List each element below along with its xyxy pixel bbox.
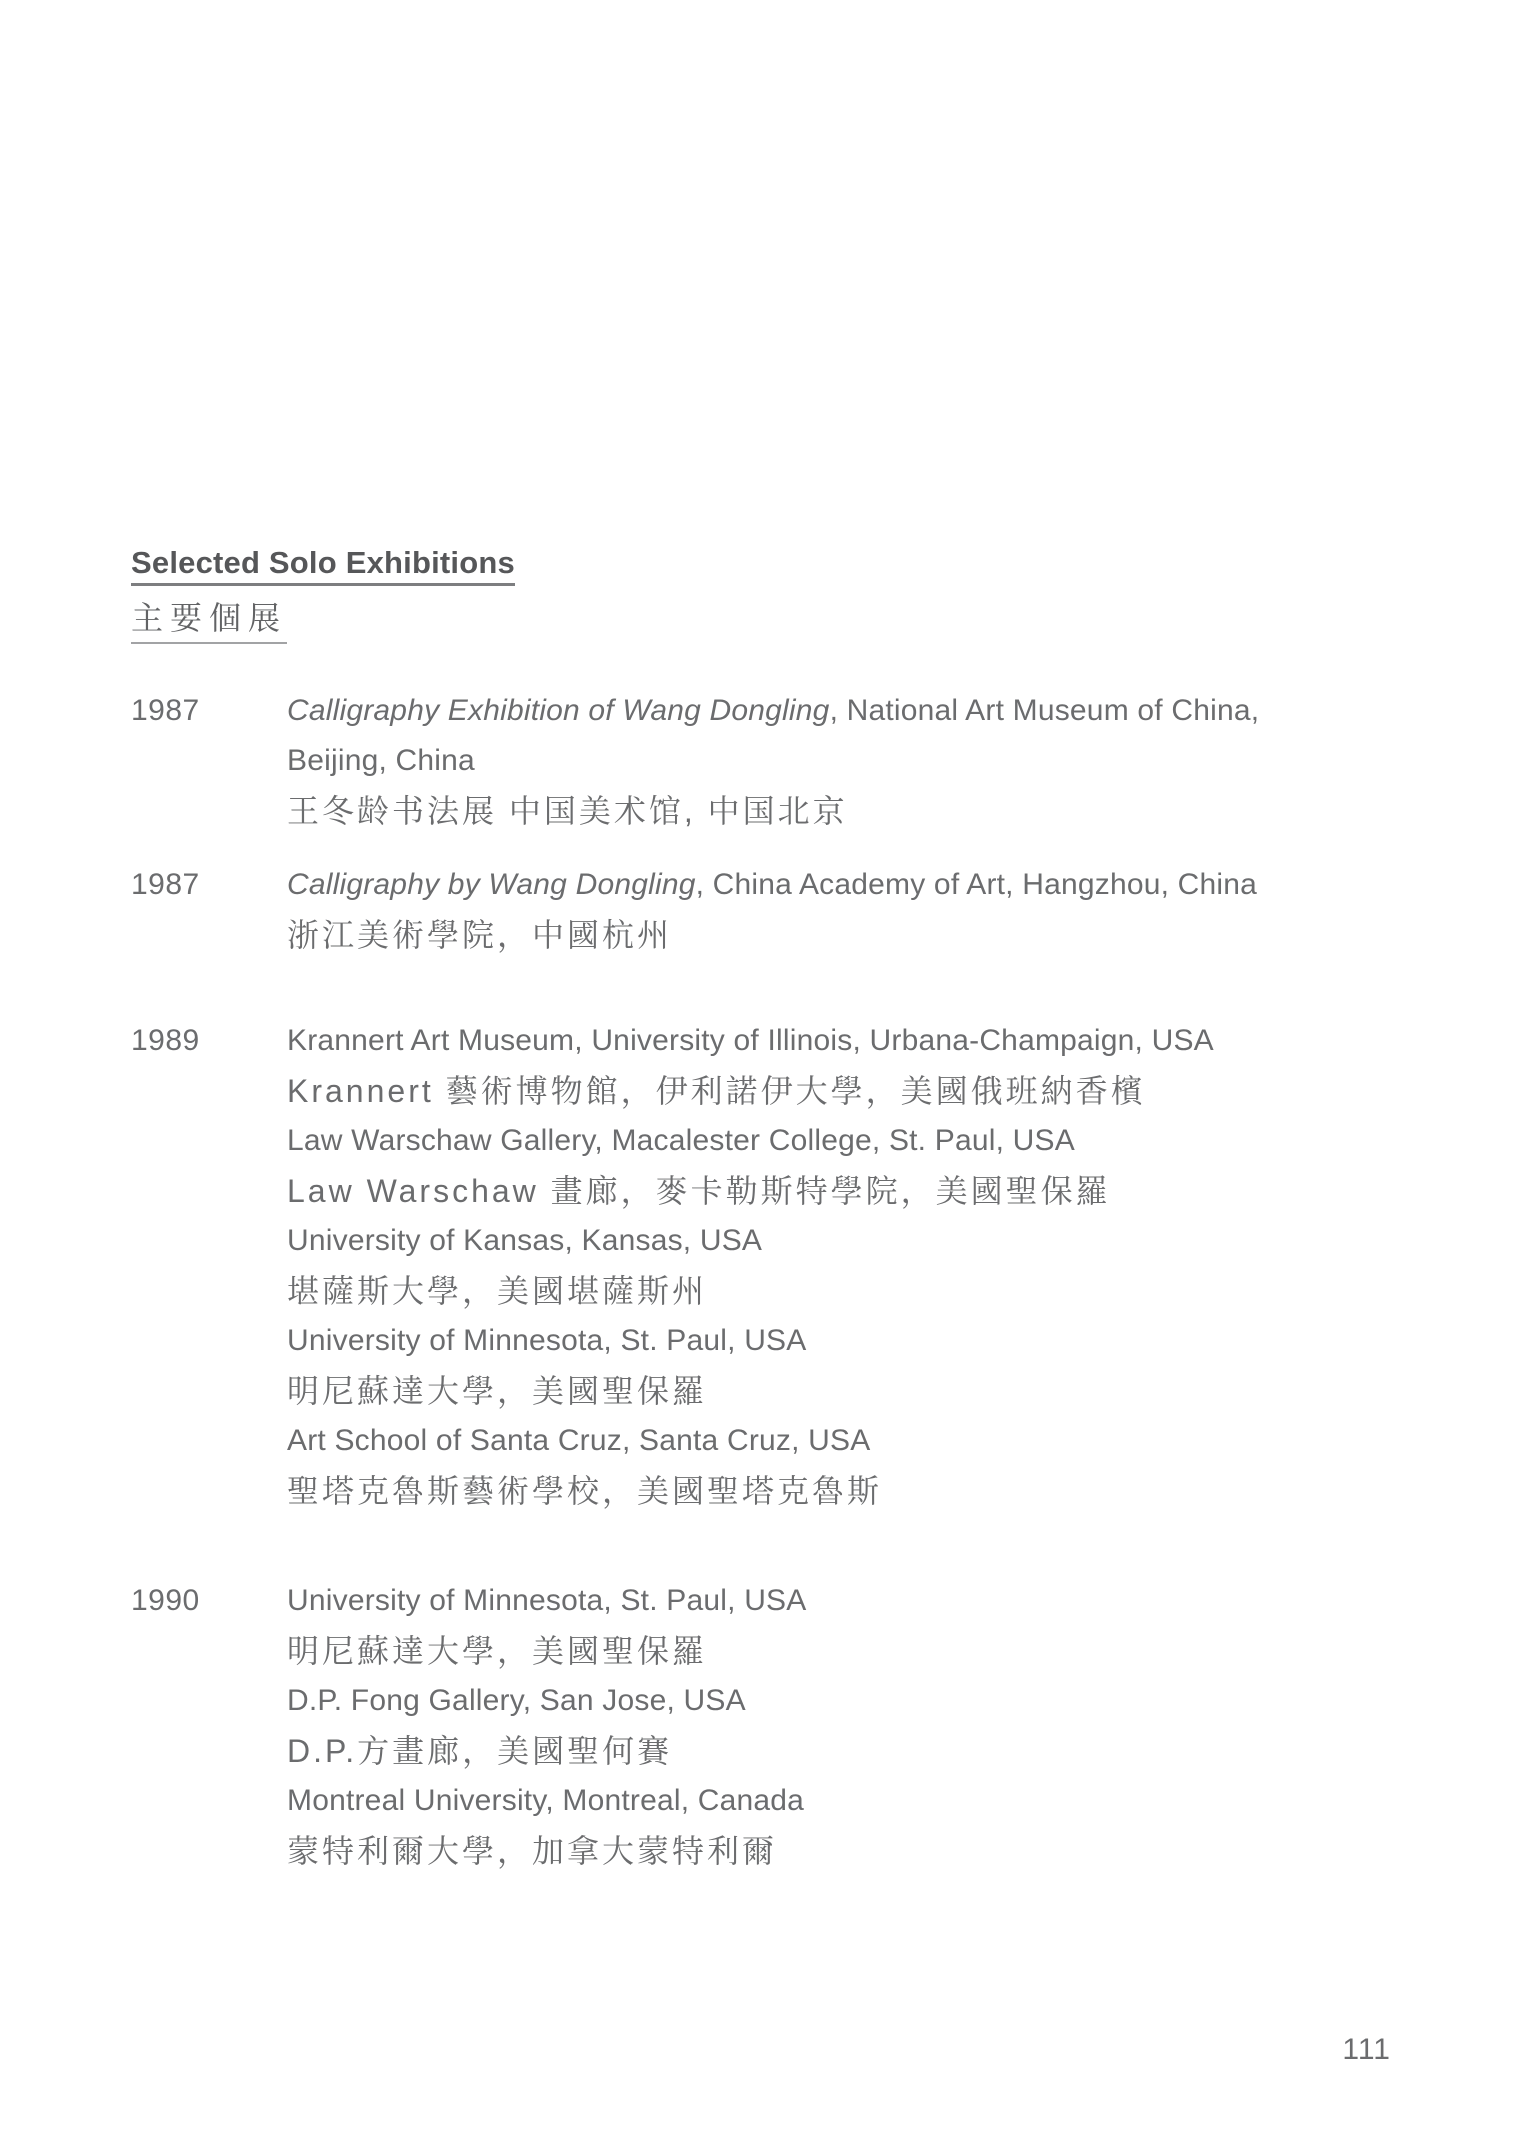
text-line (287, 1726, 1455, 1776)
entry-year: 1989 (131, 1024, 200, 1057)
exhibition-entry (131, 860, 1455, 960)
exhibition-entry (131, 1576, 1455, 1876)
text-line (287, 1166, 1455, 1216)
entry-lines (287, 1576, 1455, 1876)
text-segment: 堪薩斯大學，美國堪薩斯州 (287, 1273, 708, 1309)
text-segment: Calligraphy Exhibition of Wang Dongling (287, 694, 830, 727)
text-line (287, 1776, 1455, 1826)
text-segment: Krannert Art Museum, University of Illinois, Urbana-Champaign, USA (287, 1024, 1214, 1057)
text-line (287, 1826, 1455, 1876)
text-segment: , China Academy of Art, Hangzhou, China (695, 868, 1258, 901)
text-line (287, 1016, 1455, 1066)
text-segment: 王冬龄书法展 中国美术馆, 中国北京 (287, 793, 848, 829)
entry-year: 1987 (131, 868, 200, 901)
text-line (287, 1416, 1455, 1466)
text-line (287, 786, 1455, 836)
text-segment: 聖塔克魯斯藝術學校，美國聖塔克魯斯 (287, 1473, 883, 1509)
text-segment: Krannert 藝術博物館，伊利諾伊大學，美國俄班納香檳 (287, 1073, 1146, 1109)
entry-lines (287, 1016, 1455, 1516)
text-line (287, 1366, 1455, 1416)
section-heading-cn-text: 主要個展 (131, 600, 287, 644)
exhibition-entry (131, 686, 1455, 836)
section-heading-en (131, 544, 1455, 582)
text-segment: Calligraphy by Wang Dongling (287, 868, 696, 901)
entry-year: 1987 (131, 694, 200, 727)
text-line (287, 686, 1455, 736)
section-heading-cn (131, 596, 1455, 640)
exhibition-entry (131, 1016, 1455, 1516)
text-segment: Law Warschaw 畫廊，麥卡勒斯特學院，美國聖保羅 (287, 1173, 1111, 1209)
text-line (287, 1676, 1455, 1726)
text-segment: 明尼蘇達大學，美國聖保羅 (287, 1373, 708, 1409)
text-line (287, 1216, 1455, 1266)
text-segment: D.P. Fong Gallery, San Jose, USA (287, 1684, 746, 1717)
text-line (287, 1626, 1455, 1676)
text-segment: , National Art Museum of China, (829, 694, 1260, 727)
text-line (287, 1316, 1455, 1366)
text-segment: University of Kansas, Kansas, USA (287, 1224, 763, 1257)
exhibition-list (131, 686, 1455, 1876)
text-segment: Montreal University, Montreal, Canada (287, 1784, 805, 1817)
text-line (287, 1576, 1455, 1626)
text-line (287, 860, 1455, 910)
text-segment: D.P.方畫廊，美國聖何賽 (287, 1733, 673, 1769)
section-heading-en-text: Selected Solo Exhibitions (131, 545, 515, 586)
text-line (287, 1116, 1455, 1166)
text-segment: Beijing, China (287, 744, 475, 777)
text-line (287, 1466, 1455, 1516)
entry-lines (287, 686, 1455, 836)
entry-lines (287, 860, 1455, 960)
text-segment: 蒙特利爾大學，加拿大蒙特利爾 (287, 1833, 778, 1869)
text-segment: 浙江美術學院，中國杭州 (287, 917, 673, 953)
text-line (287, 736, 1455, 786)
text-line (287, 1066, 1455, 1116)
text-segment: 明尼蘇達大學，美國聖保羅 (287, 1633, 708, 1669)
text-line (287, 1266, 1455, 1316)
text-line (287, 910, 1455, 960)
text-segment: University of Minnesota, St. Paul, USA (287, 1324, 807, 1357)
page-number: 111 (1342, 2033, 1391, 2066)
entry-year: 1990 (131, 1584, 200, 1617)
text-segment: Art School of Santa Cruz, Santa Cruz, USA (287, 1424, 871, 1457)
text-segment: Law Warschaw Gallery, Macalester College, St. Paul, USA (287, 1124, 1075, 1157)
text-segment: University of Minnesota, St. Paul, USA (287, 1584, 807, 1617)
